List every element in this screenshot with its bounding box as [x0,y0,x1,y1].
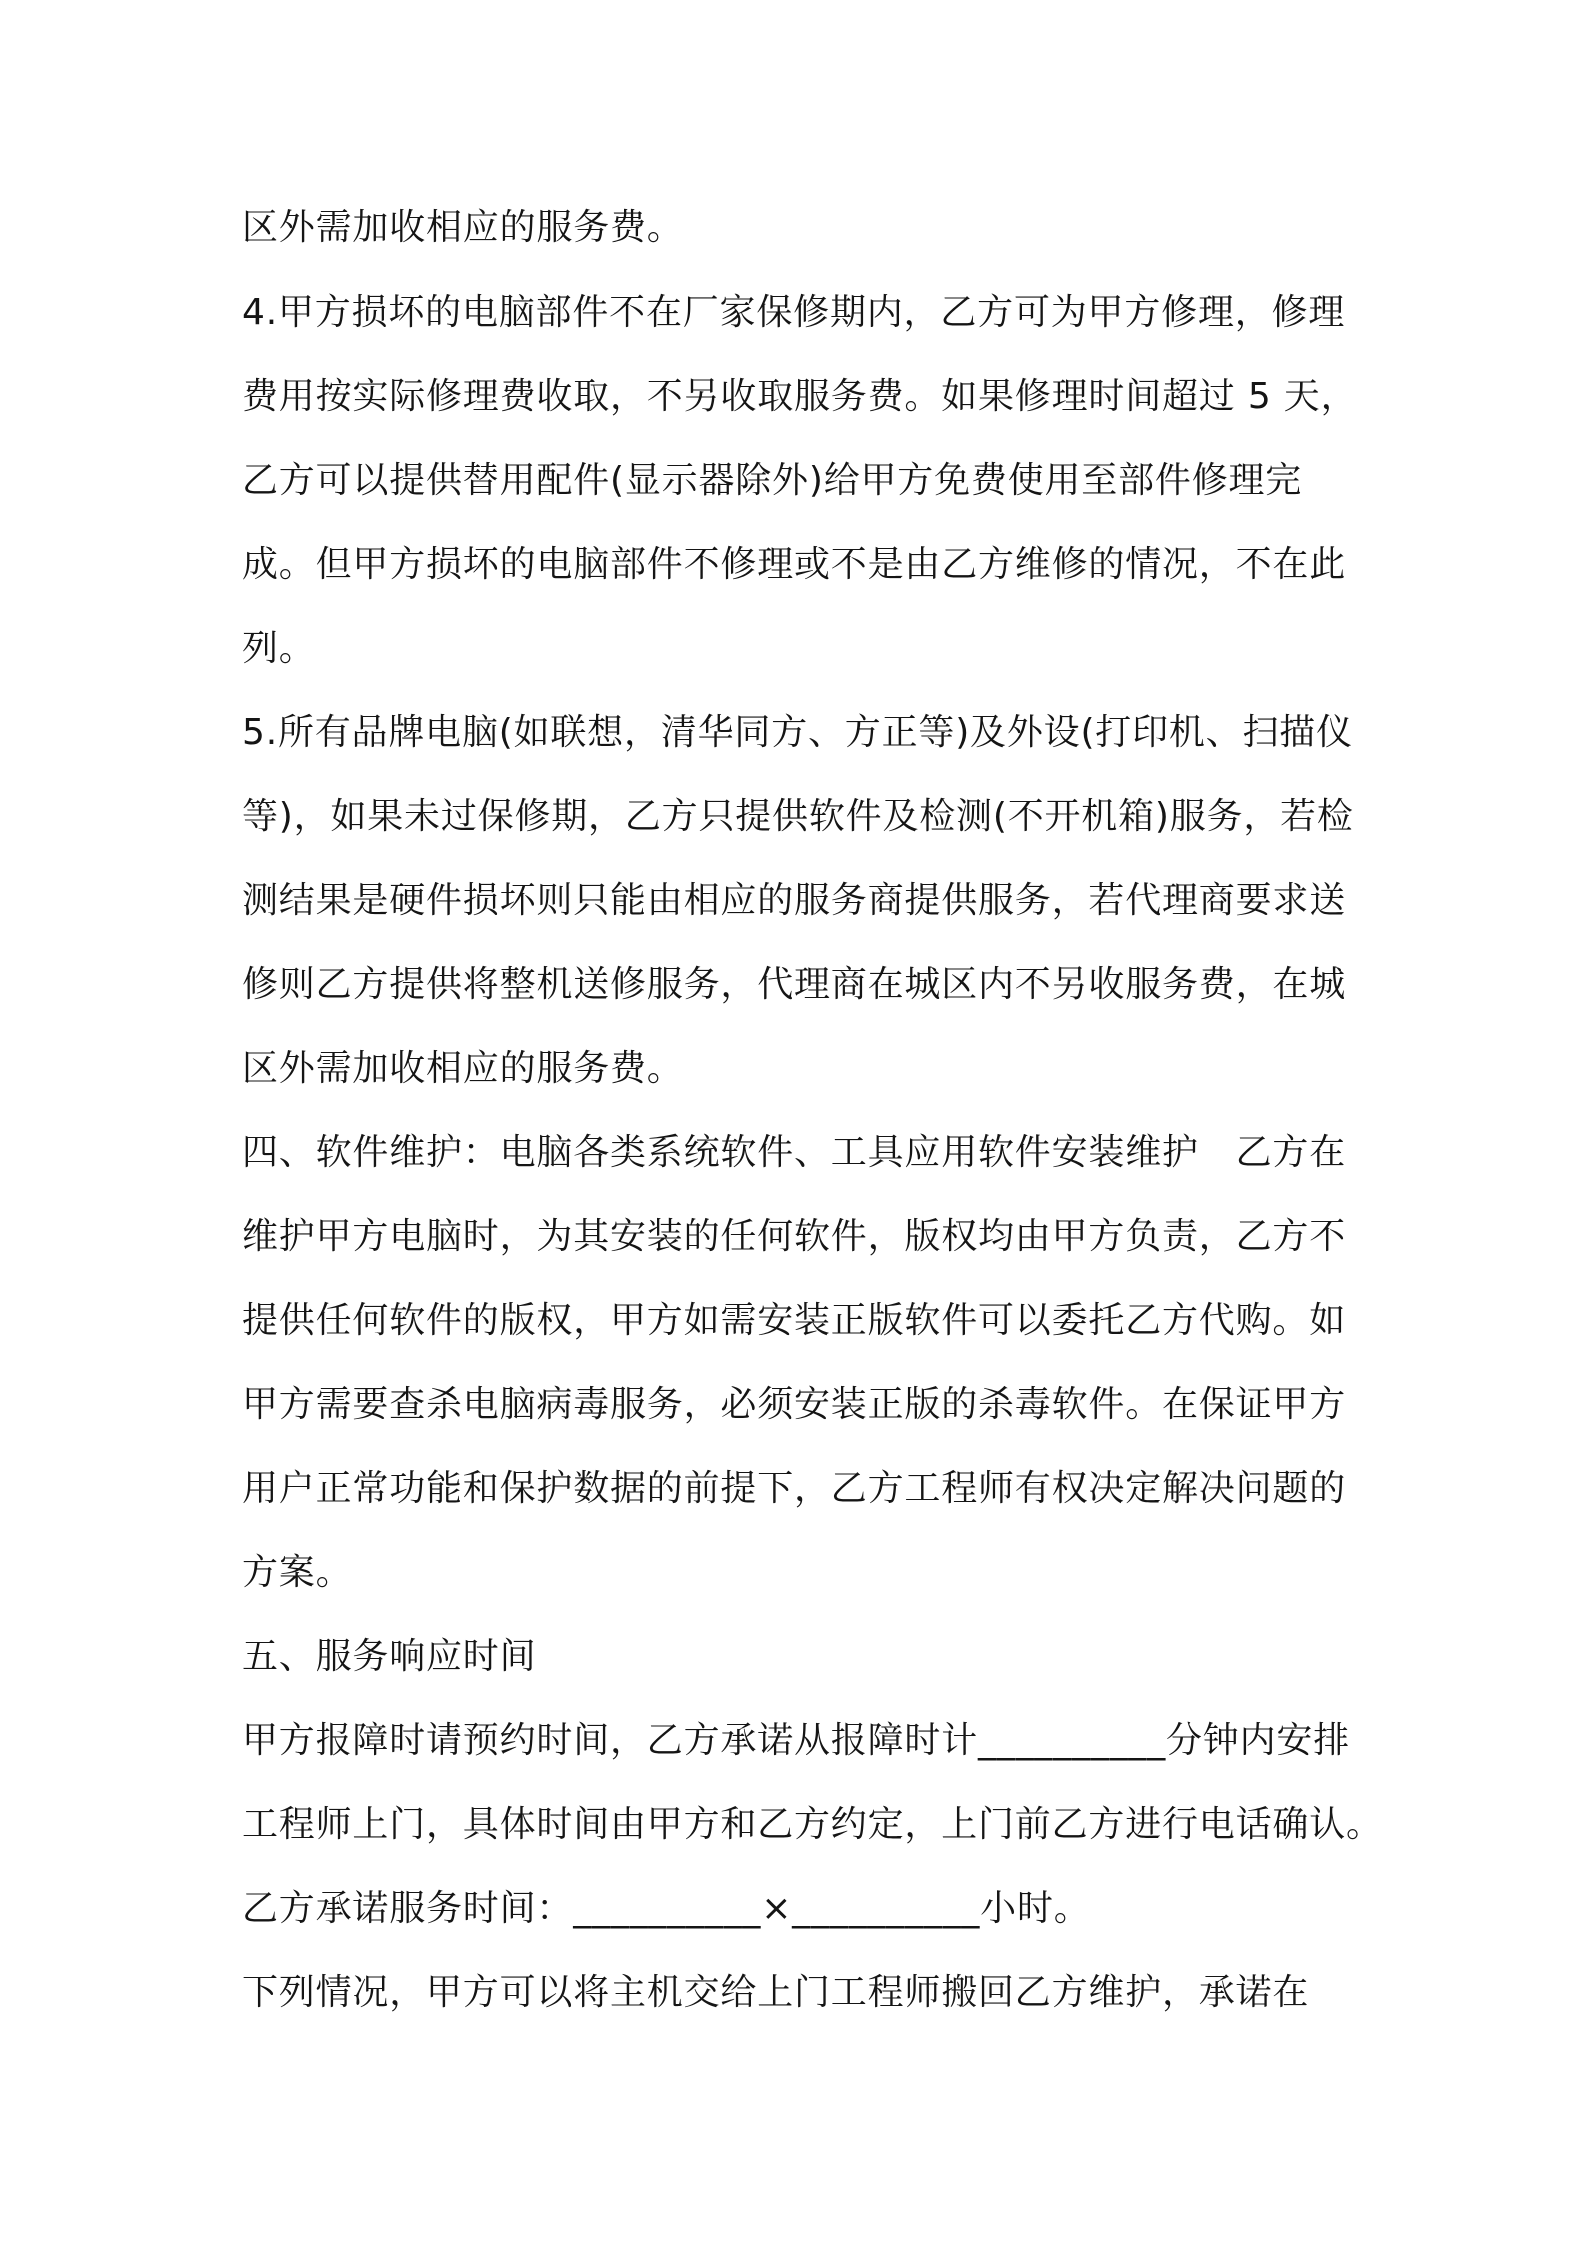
text-line: 用户正常功能和保护数据的前提下，乙方工程师有权决定解决问题的 [242,1468,1347,1509]
text-line: 提供任何软件的版权，甲方如需安装正版软件可以委托乙方代购。如 [242,1300,1347,1341]
text-line: 列。 [242,628,316,669]
text-line: 等)，如果未过保修期，乙方只提供软件及检测(不开机箱)服务，若检 [242,796,1354,837]
text-line: 区外需加收相应的服务费。 [242,207,684,248]
text-line: 下列情况，甲方可以将主机交给上门工程师搬回乙方维护，承诺在 [242,1972,1310,2013]
text-line: 甲方需要查杀电脑病毒服务，必须安装正版的杀毒软件。在保证甲方 [242,1384,1347,1425]
text-line: 费用按实际修理费收取，不另收取服务费。如果修理时间超过 5 天， [242,376,1358,417]
text-line: 乙方可以提供替用配件(显示器除外)给甲方免费使用至部件修理完 [242,460,1303,501]
text-line: 乙方承诺服务时间：__________×__________小时。 [242,1888,1091,1929]
text-line: 区外需加收相应的服务费。 [242,1048,684,1089]
text-line: 方案。 [242,1552,353,1593]
section-heading: 五、服务响应时间 [242,1636,537,1677]
text-line: 4.甲方损坏的电脑部件不在厂家保修期内，乙方可为甲方修理，修理 [242,292,1346,333]
text-line: 甲方报障时请预约时间，乙方承诺从报障时计__________分钟内安排 [242,1720,1350,1761]
section-heading: 四、软件维护：电脑各类系统软件、工具应用软件安装维护 乙方在 [242,1132,1347,1173]
text-line: 修则乙方提供将整机送修服务，代理商在城区内不另收服务费，在城 [242,964,1347,1005]
text-line: 维护甲方电脑时，为其安装的任何软件，版权均由甲方负责，乙方不 [242,1216,1347,1257]
text-line: 成。但甲方损坏的电脑部件不修理或不是由乙方维修的情况，不在此 [242,544,1347,585]
text-line: 测结果是硬件损坏则只能由相应的服务商提供服务，若代理商要求送 [242,880,1347,921]
text-line: 5.所有品牌电脑(如联想，清华同方、方正等)及外设(打印机、扫描仪 [242,712,1353,753]
text-line: 工程师上门，具体时间由甲方和乙方约定，上门前乙方进行电话确认。 [242,1804,1383,1845]
